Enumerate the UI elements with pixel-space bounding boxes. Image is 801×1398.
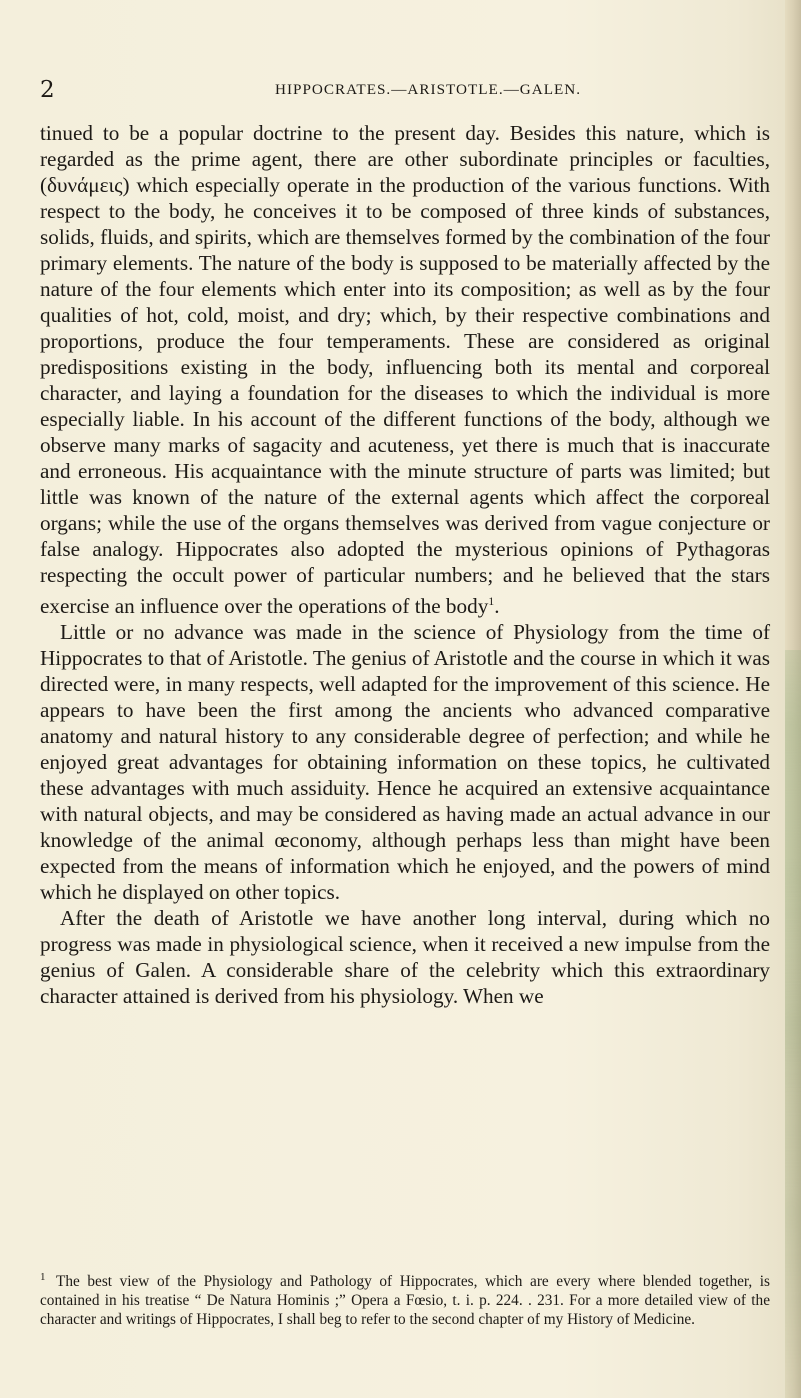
paragraph-2: Little or no advance was made in the science of Physiology from the time of Hippocrates to that of Aristotle. The genius of Aristotle and the course in which it was directed were, in many respects, well adapted for the improvement of this science. He appears to have been the first among the ancients who advanced comparative anatomy and natural history to any considerable degree of perfection; and while he enjoyed great advantages for obtaining information on these topics, he cultivated these advantages with much assiduity. Hence he acquired an extensive acquaintance with natural objects, and may be considered as having made an actual advance in our knowledge of the animal œconomy, although perhaps less than might have been expected from the means of information which he enjoyed, and the powers of mind which he displayed on other topics. <box>40 620 770 905</box>
footnote-reference: 1 <box>488 594 495 608</box>
footnote-marker: 1 <box>40 1271 46 1283</box>
paragraph-1-text: tinued to be a popular doctrine to the present day. Besides this nature, which is regarded as the prime agent, there are other subordinate principles or faculties, (δυνάμεις) which especially operate in the production of the various functions. With respect to the body, he conceives it to be composed of three kinds of substances, solids, fluids, and spirits, which are themselves formed by the combination of the four primary elements. The nature of the body is supposed to be materially affected by the nature of the four elements which enter into its composition; as well as by the four qualities of hot, cold, moist, and dry; which, by their respective combinations and proportions, produce the four temperaments. These are considered as original predispositions existing in the body, influencing both its mental and corporeal character, and laying a foundation for the diseases to which the individual is more especially liable. In his account of the different functions of the body, although we observe many marks of sagacity and acuteness, yet there is much that is inaccurate and erroneous. His acquaintance with the minute structure of parts was limited; but little was known of the nature of the external agents which affect the corporeal organs; while the use of the organs themselves was derived from vague conjecture or false analogy. Hippocrates also adopted the mysterious opinions of Pythagoras respecting the occult power of particular numbers; and he believed that the stars exercise an influence over the operations of the body <box>40 121 770 619</box>
page-header <box>40 78 770 102</box>
footnote <box>40 1268 770 1329</box>
paragraph-1: tinued to be a popular doctrine to the present day. Besides this nature, which is regarded as the prime agent, there are other subordinate principles or faculties, (δυνάμεις) which especially operate in the production of the various functions. With respect to the body, he conceives it to be composed of three kinds of substances, solids, fluids, and spirits, which are themselves formed by the combination of the four primary elements. The nature of the body is supposed to be materially affected by the nature of the four elements which enter into its composition; as well as by the four qualities of hot, cold, moist, and dry; which, by their respective combinations and proportions, produce the four temperaments. These are considered as original predispositions existing in the body, influencing both its mental and corporeal character, and laying a foundation for the diseases to which the individual is more especially liable. In his account of the different functions of the body, although we observe many marks of sagacity and acuteness, yet there is much that is inaccurate and erroneous. His acquaintance with the minute structure of parts was limited; but little was known of the nature of the external agents which affect the corporeal organs; while the use of the organs themselves was derived from vague conjecture or false analogy. Hippocrates also adopted the mysterious opinions of Pythagoras respecting the occult power of particular numbers; and he believed that the stars exercise an influence over the operations of the body$^1$. <box>40 121 770 619</box>
running-head: HIPPOCRATES.—ARISTOTLE.—GALEN. <box>275 81 582 98</box>
page-number: 2 <box>40 77 55 103</box>
paper-stains <box>785 650 801 1398</box>
main-text <box>40 120 770 1009</box>
paragraph-3: After the death of Aristotle we have another long interval, during which no progress was made in physiological science, when it received a new impulse from the genius of Galen. A considerable share of the celebrity which this extraordinary character attained is derived from his physiology. When we <box>40 906 770 1009</box>
footnote-text: The best view of the Physiology and Pathology of Hippocrates, which are every where blended together, is contained in his treatise “ De Natura Hominis ;” Opera a Fœsio, t. i. p. 224. . 231. For a more detailed view of the character and writings of Hippocrates, I shall beg to refer to the second chapter of my History of Medicine. <box>40 1273 770 1329</box>
